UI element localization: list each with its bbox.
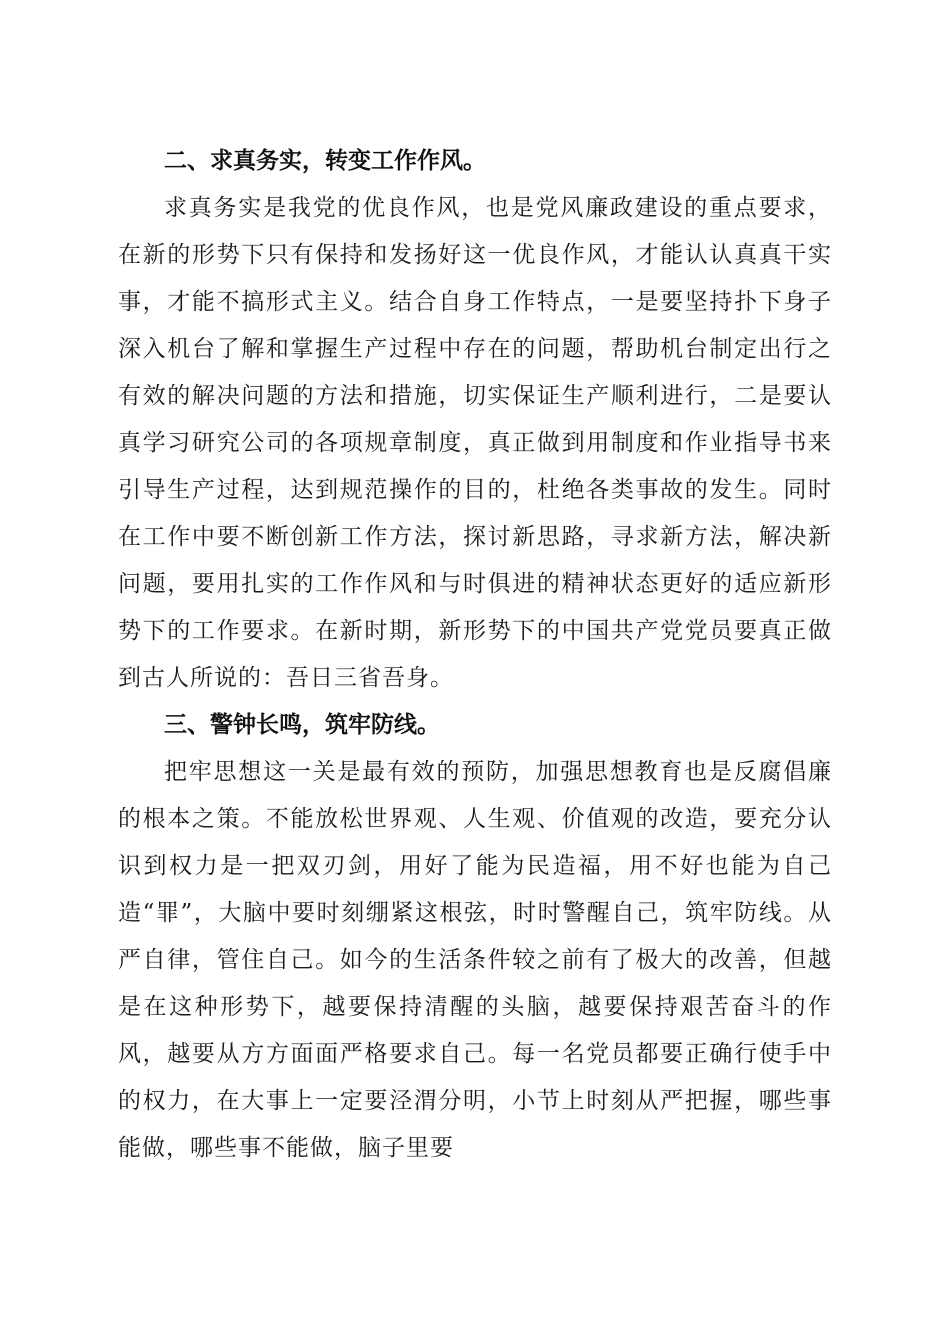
section-paragraph-3: 把牢思想这一关是最有效的预防，加强思想教育也是反腐倡廉的根本之策。不能放松世界观、人生观、价值观的改造，要充分认识到权力是一把双刃剑，用好了能为民造福，用不好也能为自己造“罪”，大脑中要时刻绷紧这根弦，时时警醒自己，筑牢防线。从严自律，管住自己。如今的生活条件较之前有了极大的改善，但越是在这种形势下，越要保持清醒的头脑，越要保持艰苦奋斗的作风，越要从方方面面严格要求自己。每一名党员都要正确行使手中的权力，在大事上一定要泾渭分明，小节上时刻从严把握，哪些事能做，哪些事不能做，脑子里要 [118, 759, 832, 1161]
document-body [118, 138, 832, 1172]
section-heading-3: 三、警钟长鸣，筑牢防线。 [164, 712, 440, 738]
section-heading-2: 二、求真务实，转变工作作风。 [164, 148, 486, 174]
section-paragraph-2: 求真务实是我党的优良作风，也是党风廉政建设的重点要求，在新的形势下只有保持和发扬好这一优良作风，才能认认真真干实事，才能不搞形式主义。结合自身工作特点，一是要坚持扑下身子深入机台了解和掌握生产过程中存在的问题，帮助机台制定出行之有效的解决问题的方法和措施，切实保证生产顺利进行，二是要认真学习研究公司的各项规章制度，真正做到用制度和作业指导书来引导生产过程，达到规范操作的目的，杜绝各类事故的发生。同时在工作中要不断创新工作方法，探讨新思路，寻求新方法，解决新问题，要用扎实的工作作风和与时俱进的精神状态更好的适应新形势下的工作要求。在新时期，新形势下的中国共产党党员要真正做到古人所说的：吾日三省吾身。 [118, 195, 832, 691]
